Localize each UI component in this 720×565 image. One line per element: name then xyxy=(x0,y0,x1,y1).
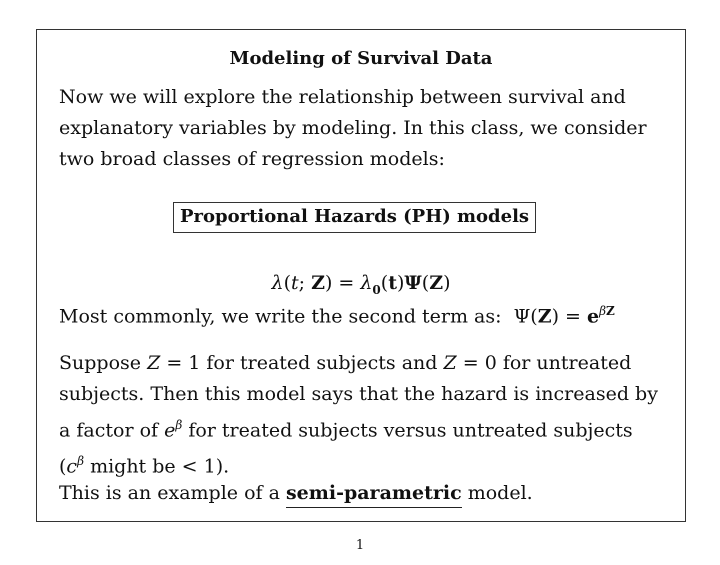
semi-parametric-line: This is an example of a semi-parametric model. xyxy=(59,482,533,504)
slide-frame xyxy=(36,29,686,522)
hazard-equation: λ(t; $Z) = \lambda_0(t)\Psi(Z)$ xyxy=(271,272,451,297)
page-number: 1 xyxy=(355,538,365,553)
semi-parametric-term: semi-parametric xyxy=(286,482,462,508)
second-term-line: Most commonly, we write the second term as: $\Psi(Z) = e^{\beta Z}$ xyxy=(59,304,615,328)
treatment-paragraph: Suppose Z = 1 for treated subjects and Z = 0 for untreated subjects. Then this model says that the hazard is increased by a factor of $e^\beta$ for treated subjects versus untreated subjects ($c^\beta$ might be < 1). xyxy=(59,352,658,478)
intro-paragraph: Now we will explore the relationship between survival and explanatory variables by modeling. In this class, we consider two broad classes of regression models: xyxy=(59,86,647,170)
slide-title: Modeling of Survival Data xyxy=(229,48,493,69)
boxed-heading: Proportional Hazards (PH) models xyxy=(173,202,536,233)
